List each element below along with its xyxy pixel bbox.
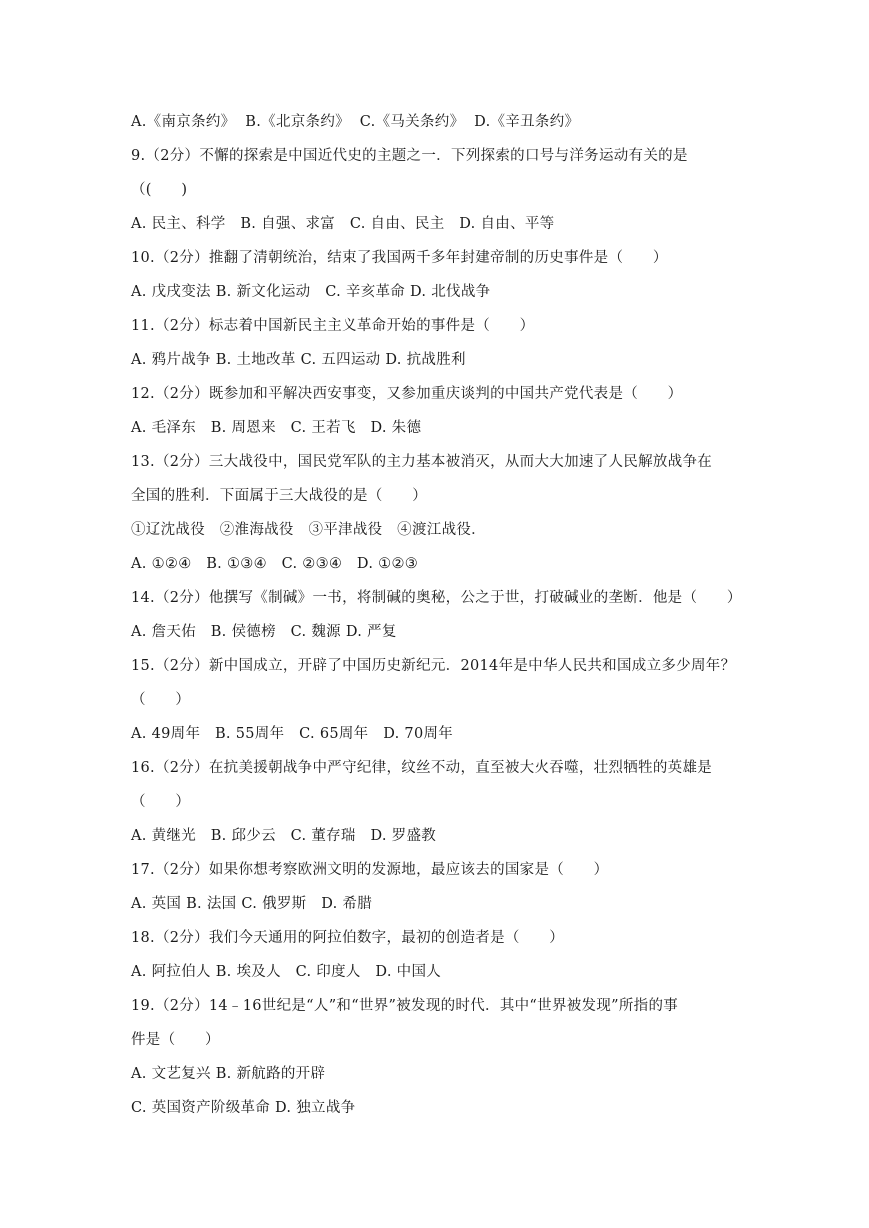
question-11: 11.（2分）标志着中国新民主主义革命开始的事件是（ ） (131, 318, 535, 334)
question-14: 14.（2分）他撰写《制碱》一书，将制碱的奥秘，公之于世，打破碱业的垄断．他是（ ） (131, 590, 742, 606)
answer-options-q15: A. 49周年 B. 55周年 C. 65周年 D. 70周年 (131, 726, 454, 742)
question-19: 19.（2分）14﹣16世纪是“人”和“世界”被发现的时代．其中“世界被发现”所指的事 (131, 998, 679, 1014)
question-13: 13.（2分）三大战役中，国民党军队的主力基本被消灭，从而大大加速了人民解放战争在 (131, 454, 713, 470)
answer-options-q10: A. 戊戌变法 B. 新文化运动 C. 辛亥革命 D. 北伐战争 (131, 284, 491, 300)
question-13-cont: 全国的胜利．下面属于三大战役的是（ ） (131, 488, 427, 504)
answer-options-q8: A.《南京条约》 B.《北京条约》 C.《马关条约》 D.《辛丑条约》 (131, 114, 580, 130)
question-15-cont: （ ） (131, 692, 191, 708)
answer-options-q17: A. 英国 B. 法国 C. 俄罗斯 D. 希腊 (131, 896, 373, 912)
question-9-cont: （( ) (131, 182, 188, 198)
answer-options-q11: A. 鸦片战争 B. 土地改革 C. 五四运动 D. 抗战胜利 (131, 352, 466, 368)
question-16-cont: （ ） (131, 794, 191, 810)
question-17: 17.（2分）如果你想考察欧洲文明的发源地，最应该去的国家是（ ） (131, 862, 609, 878)
answer-options-q16: A. 黄继光 B. 邱少云 C. 董存瑞 D. 罗盛教 (131, 828, 437, 844)
question-19-cont: 件是（ ） (131, 1032, 220, 1048)
question-10: 10.（2分）推翻了清朝统治，结束了我国两千多年封建帝制的历史事件是（ ） (131, 250, 668, 266)
answer-options-q12: A. 毛泽东 B. 周恩来 C. 王若飞 D. 朱德 (131, 420, 422, 436)
answer-options-q19-a: A. 文艺复兴 B. 新航路的开辟 (131, 1066, 326, 1082)
question-18: 18.（2分）我们今天通用的阿拉伯数字，最初的创造者是（ ） (131, 930, 565, 946)
question-9: 9.（2分）不懈的探索是中国近代史的主题之一．下列探索的口号与洋务运动有关的是 (131, 148, 688, 164)
question-16: 16.（2分）在抗美援朝战争中严守纪律，纹丝不动，直至被大火吞噬，壮烈牺牲的英雄是 (131, 760, 713, 776)
answer-options-q19-b: C. 英国资产阶级革命 D. 独立战争 (131, 1100, 356, 1116)
answer-options-q13: A. ①②④ B. ①③④ C. ②③④ D. ①②③ (131, 556, 419, 572)
question-15: 15.（2分）新中国成立，开辟了中国历史新纪元．2014年是中华人民共和国成立多少周年？ (131, 658, 736, 674)
answer-options-q9: A. 民主、科学 B. 自强、求富 C. 自由、民主 D. 自由、平等 (131, 216, 555, 232)
question-12: 12.（2分）既参加和平解决西安事变，又参加重庆谈判的中国共产党代表是（ ） (131, 386, 683, 402)
question-13-items: ①辽沈战役 ②淮海战役 ③平津战役 ④渡江战役． (131, 522, 486, 538)
answer-options-q18: A. 阿拉伯人 B. 埃及人 C. 印度人 D. 中国人 (131, 964, 442, 980)
answer-options-q14: A. 詹天佑 B. 侯德榜 C. 魏源 D. 严复 (131, 624, 397, 640)
